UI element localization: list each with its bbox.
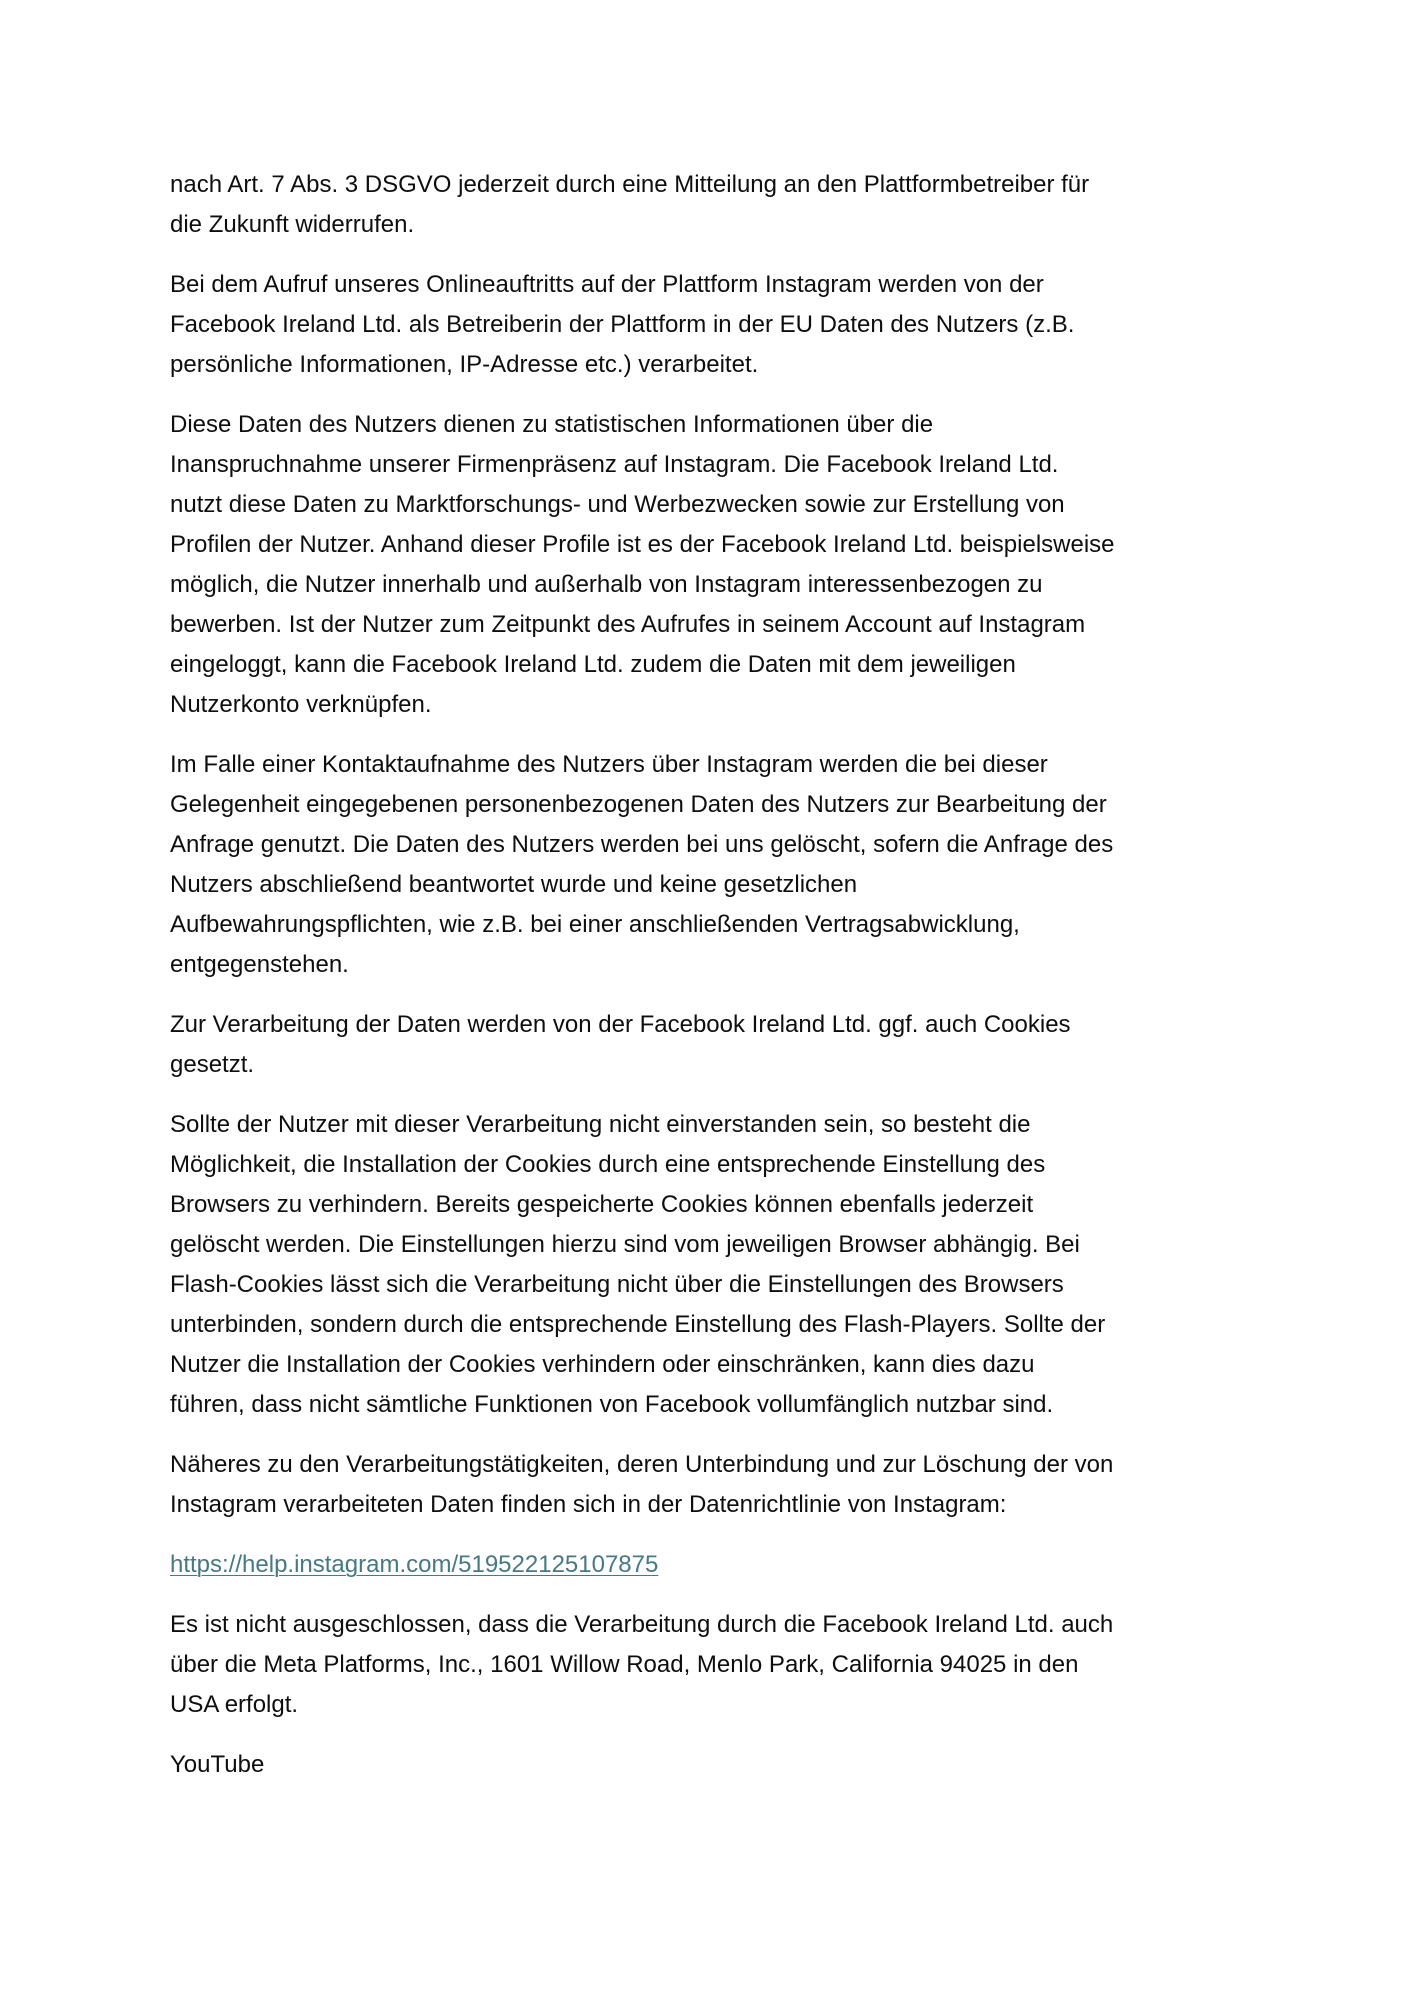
paragraph-contact-data	[170, 745, 1310, 985]
paragraph-link	[170, 1545, 1310, 1585]
text-line: Facebook Ireland Ltd. als Betreiberin der Plattform in der EU Daten des Nutzers (z.B.	[170, 311, 1075, 338]
text-line: USA erfolgt.	[170, 1691, 299, 1718]
text-line: Nutzer die Installation der Cookies verhindern oder einschränken, kann dies dazu	[170, 1351, 1035, 1378]
text-line: eingeloggt, kann die Facebook Ireland Ltd. zudem die Daten mit dem jeweiligen	[170, 651, 1016, 678]
paragraph-consent-revocation	[170, 165, 1310, 245]
text-line: Zur Verarbeitung der Daten werden von der Facebook Ireland Ltd. ggf. auch Cookies	[170, 1011, 1071, 1038]
text-line: Instagram verarbeiteten Daten finden sich in der Datenrichtlinie von Instagram:	[170, 1491, 1007, 1518]
text-line: über die Meta Platforms, Inc., 1601 Willow Road, Menlo Park, California 94025 in den	[170, 1651, 1079, 1678]
text-line: Sollte der Nutzer mit dieser Verarbeitung nicht einverstanden sein, so besteht die	[170, 1111, 1031, 1138]
text-line: nutzt diese Daten zu Marktforschungs- und Werbezwecken sowie zur Erstellung von	[170, 491, 1065, 518]
paragraph-more-info	[170, 1445, 1310, 1525]
text-line: führen, dass nicht sämtliche Funktionen von Facebook vollumfänglich nutzbar sind.	[170, 1391, 1054, 1418]
text-line: Es ist nicht ausgeschlossen, dass die Verarbeitung durch die Facebook Ireland Ltd. auch	[170, 1611, 1114, 1638]
text-line: entgegenstehen.	[170, 951, 349, 978]
text-line: Im Falle einer Kontaktaufnahme des Nutzers über Instagram werden die bei dieser	[170, 751, 1048, 778]
text-line: Möglichkeit, die Installation der Cookies durch eine entsprechende Einstellung des	[170, 1151, 1046, 1178]
text-line: Nutzerkonto verknüpfen.	[170, 691, 432, 718]
text-line: Inanspruchnahme unserer Firmenpräsenz auf Instagram. Die Facebook Ireland Ltd.	[170, 451, 1059, 478]
text-line: Browsers zu verhindern. Bereits gespeicherte Cookies können ebenfalls jederzeit	[170, 1191, 1034, 1218]
paragraph-instagram-processing	[170, 265, 1310, 385]
text-line: möglich, die Nutzer innerhalb und außerhalb von Instagram interessenbezogen zu	[170, 571, 1043, 598]
paragraph-statistics-usage	[170, 405, 1310, 725]
instagram-policy-link[interactable]: https://help.instagram.com/519522125107875	[170, 1551, 659, 1578]
text-line: nach Art. 7 Abs. 3 DSGVO jederzeit durch eine Mitteilung an den Plattformbetreiber für	[170, 171, 1090, 198]
text-line: gesetzt.	[170, 1051, 255, 1078]
paragraph-us-processing	[170, 1605, 1310, 1725]
text-line: Näheres zu den Verarbeitungstätigkeiten, deren Unterbindung und zur Löschung der von	[170, 1451, 1114, 1478]
text-line: Gelegenheit eingegebenen personenbezogenen Daten des Nutzers zur Bearbeitung der	[170, 791, 1107, 818]
text-line: Bei dem Aufruf unseres Onlineauftritts auf der Plattform Instagram werden von der	[170, 271, 1044, 298]
section-heading-youtube	[170, 1745, 1310, 1785]
heading-text: YouTube	[170, 1751, 265, 1778]
text-line: unterbinden, sondern durch die entsprechende Einstellung des Flash-Players. Sollte der	[170, 1311, 1106, 1338]
text-line: persönliche Informationen, IP-Adresse etc.) verarbeitet.	[170, 351, 759, 378]
text-line: Anfrage genutzt. Die Daten des Nutzers werden bei uns gelöscht, sofern die Anfrage des	[170, 831, 1114, 858]
text-line: Nutzers abschließend beantwortet wurde und keine gesetzlichen	[170, 871, 858, 898]
text-line: Aufbewahrungspflichten, wie z.B. bei einer anschließenden Vertragsabwicklung,	[170, 911, 1020, 938]
paragraph-cookies	[170, 1005, 1310, 1085]
text-line: gelöscht werden. Die Einstellungen hierzu sind vom jeweiligen Browser abhängig. Bei	[170, 1231, 1080, 1258]
document-page	[170, 165, 1310, 1805]
text-line: Flash-Cookies lässt sich die Verarbeitung nicht über die Einstellungen des Browsers	[170, 1271, 1064, 1298]
paragraph-cookie-settings	[170, 1105, 1310, 1425]
text-line: Profilen der Nutzer. Anhand dieser Profile ist es der Facebook Ireland Ltd. beispielsweise	[170, 531, 1115, 558]
text-line: Diese Daten des Nutzers dienen zu statistischen Informationen über die	[170, 411, 934, 438]
text-line: die Zukunft widerrufen.	[170, 211, 415, 238]
text-line: bewerben. Ist der Nutzer zum Zeitpunkt des Aufrufes in seinem Account auf Instagram	[170, 611, 1086, 638]
